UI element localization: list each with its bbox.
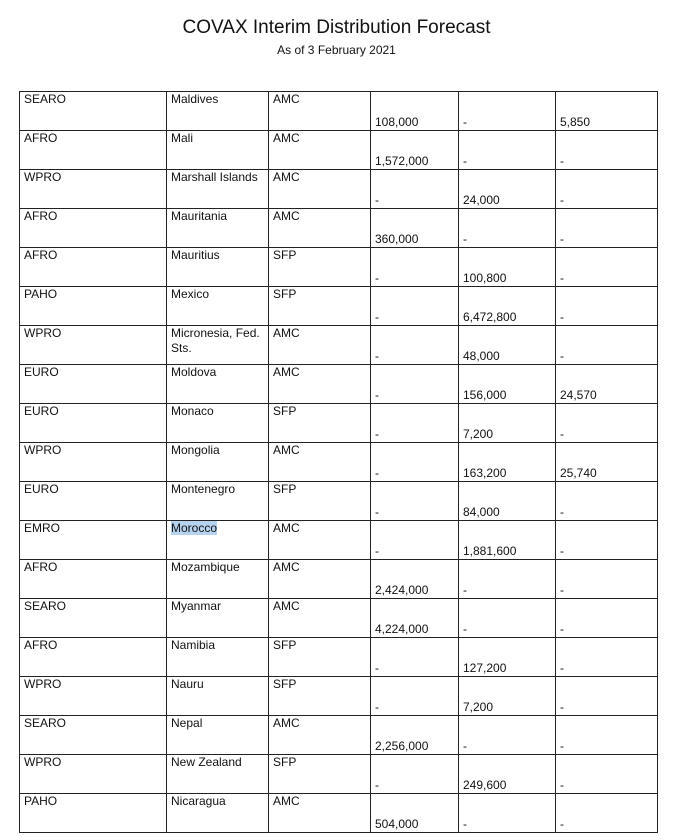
country-cell: Monaco — [167, 404, 269, 443]
value-cell-3: - — [556, 716, 658, 755]
type-cell: SFP — [269, 287, 371, 326]
country-cell: Montenegro — [167, 482, 269, 521]
value-cell-3: - — [556, 404, 658, 443]
region-cell: WPRO — [20, 755, 167, 794]
value-cell-2: - — [459, 599, 556, 638]
value-cell-3: 5,850 — [556, 92, 658, 131]
value-cell-2: 24,000 — [459, 170, 556, 209]
table-row — [20, 599, 658, 638]
value-cell-3: - — [556, 638, 658, 677]
value-cell-2: 100,800 — [459, 248, 556, 287]
region-cell: EMRO — [20, 521, 167, 560]
value-cell-1: - — [371, 521, 459, 560]
table-row — [20, 677, 658, 716]
country-cell: Moldova — [167, 365, 269, 404]
region-cell: SEARO — [20, 92, 167, 131]
country-cell: Mauritania — [167, 209, 269, 248]
table-row — [20, 209, 658, 248]
value-cell-3: - — [556, 482, 658, 521]
value-cell-2: 1,881,600 — [459, 521, 556, 560]
type-cell: AMC — [269, 560, 371, 599]
country-cell: Nepal — [167, 716, 269, 755]
value-cell-3: - — [556, 521, 658, 560]
region-cell: AFRO — [20, 209, 167, 248]
type-cell: AMC — [269, 326, 371, 365]
type-cell: SFP — [269, 755, 371, 794]
region-cell: AFRO — [20, 131, 167, 170]
value-cell-3: 24,570 — [556, 365, 658, 404]
table-row — [20, 92, 658, 131]
value-cell-2: 7,200 — [459, 404, 556, 443]
value-cell-3: - — [556, 170, 658, 209]
value-cell-1: - — [371, 638, 459, 677]
type-cell: AMC — [269, 92, 371, 131]
region-cell: AFRO — [20, 638, 167, 677]
type-cell: AMC — [269, 794, 371, 833]
type-cell: AMC — [269, 443, 371, 482]
value-cell-1: 1,572,000 — [371, 131, 459, 170]
value-cell-1: - — [371, 443, 459, 482]
region-cell: WPRO — [20, 326, 167, 365]
value-cell-2: 7,200 — [459, 677, 556, 716]
value-cell-2: 156,000 — [459, 365, 556, 404]
value-cell-3: - — [556, 287, 658, 326]
table-row — [20, 638, 658, 677]
value-cell-2: - — [459, 92, 556, 131]
value-cell-2: 48,000 — [459, 326, 556, 365]
type-cell: SFP — [269, 404, 371, 443]
region-cell: SEARO — [20, 716, 167, 755]
value-cell-3: - — [556, 209, 658, 248]
type-cell: AMC — [269, 131, 371, 170]
country-cell: New Zealand — [167, 755, 269, 794]
value-cell-2: 163,200 — [459, 443, 556, 482]
value-cell-2: 6,472,800 — [459, 287, 556, 326]
table-row — [20, 287, 658, 326]
value-cell-3: - — [556, 794, 658, 833]
type-cell: AMC — [269, 716, 371, 755]
value-cell-1: - — [371, 677, 459, 716]
country-cell: Mozambique — [167, 560, 269, 599]
value-cell-3: - — [556, 599, 658, 638]
type-cell: SFP — [269, 248, 371, 287]
region-cell: WPRO — [20, 170, 167, 209]
country-cell — [167, 521, 269, 560]
country-cell: Mali — [167, 131, 269, 170]
value-cell-2: 127,200 — [459, 638, 556, 677]
value-cell-3: 25,740 — [556, 443, 658, 482]
region-cell: EURO — [20, 365, 167, 404]
table-row — [20, 326, 658, 365]
document-title: COVAX Interim Distribution Forecast — [182, 17, 491, 38]
country-cell: Mongolia — [167, 443, 269, 482]
distribution-table — [19, 91, 658, 833]
country-cell: Marshall Islands — [167, 170, 269, 209]
value-cell-1: 108,000 — [371, 92, 459, 131]
table-row — [20, 365, 658, 404]
type-cell: AMC — [269, 170, 371, 209]
value-cell-1: 4,224,000 — [371, 599, 459, 638]
value-cell-1: - — [371, 326, 459, 365]
value-cell-1: 504,000 — [371, 794, 459, 833]
table-row — [20, 716, 658, 755]
type-cell: AMC — [269, 599, 371, 638]
value-cell-1: - — [371, 404, 459, 443]
country-cell: Namibia — [167, 638, 269, 677]
region-cell: WPRO — [20, 677, 167, 716]
table-row — [20, 443, 658, 482]
type-cell: AMC — [269, 521, 371, 560]
value-cell-3: - — [556, 755, 658, 794]
table-row — [20, 248, 658, 287]
value-cell-1: - — [371, 482, 459, 521]
value-cell-2: 84,000 — [459, 482, 556, 521]
document-subtitle: As of 3 February 2021 — [277, 43, 396, 57]
value-cell-2: - — [459, 716, 556, 755]
value-cell-3: - — [556, 677, 658, 716]
country-cell: Mauritius — [167, 248, 269, 287]
value-cell-1: - — [371, 755, 459, 794]
table-row — [20, 560, 658, 599]
table-row — [20, 755, 658, 794]
region-cell: EURO — [20, 482, 167, 521]
type-cell: AMC — [269, 209, 371, 248]
region-cell: AFRO — [20, 248, 167, 287]
region-cell: EURO — [20, 404, 167, 443]
table-row — [20, 482, 658, 521]
region-cell: PAHO — [20, 287, 167, 326]
table-row — [20, 170, 658, 209]
type-cell: AMC — [269, 365, 371, 404]
value-cell-2: - — [459, 209, 556, 248]
country-cell: Nauru — [167, 677, 269, 716]
type-cell: SFP — [269, 482, 371, 521]
country-cell: Myanmar — [167, 599, 269, 638]
value-cell-2: - — [459, 794, 556, 833]
value-cell-3: - — [556, 560, 658, 599]
value-cell-1: 2,256,000 — [371, 716, 459, 755]
value-cell-2: - — [459, 131, 556, 170]
country-cell: Micronesia, Fed. Sts. — [167, 326, 269, 365]
country-cell: Maldives — [167, 92, 269, 131]
value-cell-1: 2,424,000 — [371, 560, 459, 599]
type-cell: SFP — [269, 677, 371, 716]
table-row — [20, 131, 658, 170]
selected-text-highlight[interactable]: Morocco — [171, 521, 218, 535]
region-cell: PAHO — [20, 794, 167, 833]
country-cell: Nicaragua — [167, 794, 269, 833]
value-cell-1: - — [371, 170, 459, 209]
table-row — [20, 521, 658, 560]
value-cell-1: - — [371, 287, 459, 326]
value-cell-1: - — [371, 365, 459, 404]
region-cell: WPRO — [20, 443, 167, 482]
country-cell: Mexico — [167, 287, 269, 326]
type-cell: SFP — [269, 638, 371, 677]
value-cell-3: - — [556, 326, 658, 365]
table-row — [20, 794, 658, 833]
value-cell-1: - — [371, 248, 459, 287]
value-cell-3: - — [556, 131, 658, 170]
region-cell: SEARO — [20, 599, 167, 638]
value-cell-2: - — [459, 560, 556, 599]
value-cell-1: 360,000 — [371, 209, 459, 248]
region-cell: AFRO — [20, 560, 167, 599]
table-row — [20, 404, 658, 443]
value-cell-3: - — [556, 248, 658, 287]
value-cell-2: 249,600 — [459, 755, 556, 794]
